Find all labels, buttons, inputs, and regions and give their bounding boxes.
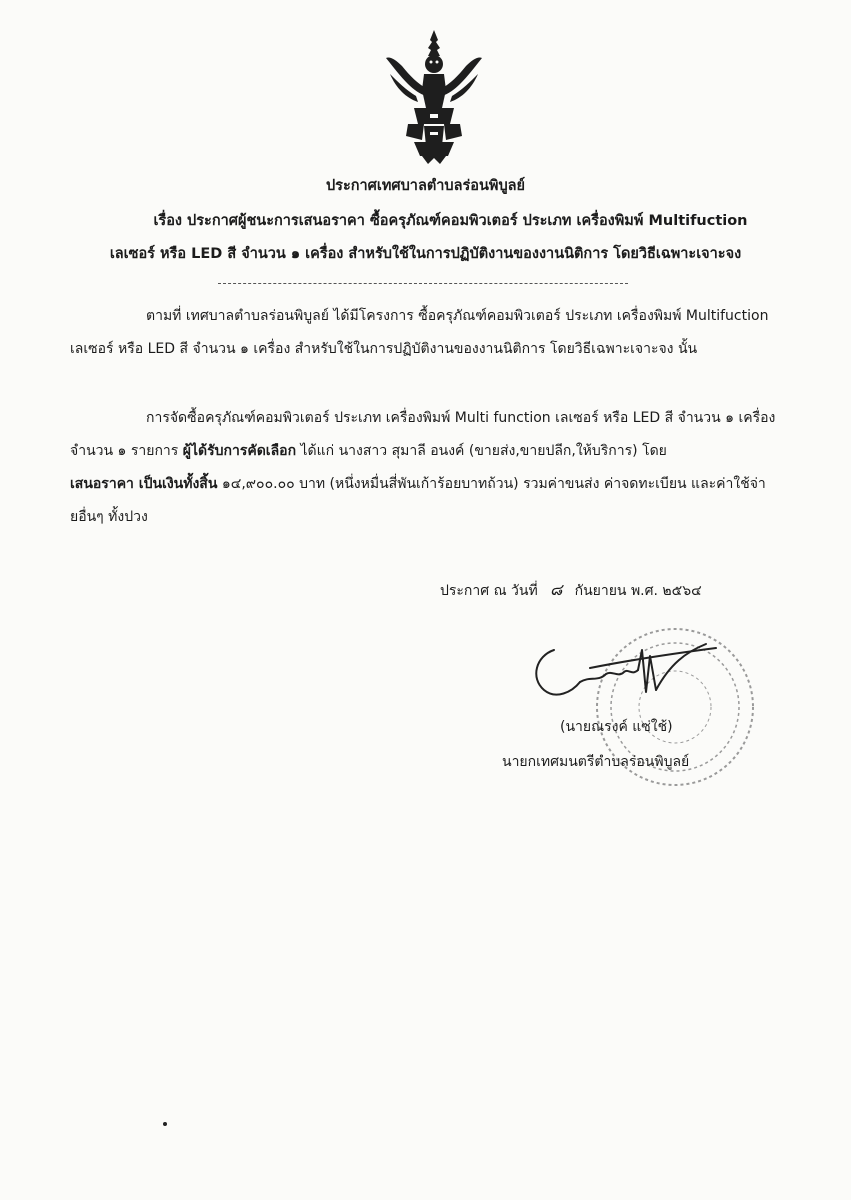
date-day: ๘ (549, 580, 563, 599)
award-selected-label: ผู้ได้รับการคัดเลือก (182, 443, 297, 459)
signature-icon (520, 630, 720, 710)
subject-line-2: เลเซอร์ หรือ LED สี จำนวน ๑ เครื่อง สำหรับใช้ในการปฏิบัติงานของงานนิติการ โดยวิธีเฉพาะเจาะจง (109, 246, 742, 262)
date-month-year: กันยายน พ.ศ. ๒๕๖๔ (574, 583, 702, 599)
announcement-heading: ประกาศเทศบาลตำบลร่อนพิบูลย์ (325, 178, 526, 194)
separator-line (218, 283, 628, 284)
paragraph-award (70, 402, 790, 534)
garuda-emblem-icon (384, 28, 484, 168)
announcement-date (440, 578, 702, 603)
paragraph-background: ตามที่ เทศบาลตำบลร่อนพิบูลย์ ได้มีโครงการ ซื้อครุภัณฑ์คอมพิวเตอร์ ประเภท เครื่องพิมพ์ Multifuction เลเซอร์ หรือ LED สี จำนวน ๑ เครื่อง สำหรับใช้ในการปฏิบัติงานของงานนิติการ โดยวิธีเฉพาะเจาะจง นั้น (70, 308, 769, 357)
date-prefix: ประกาศ ณ วันที่ (440, 583, 538, 599)
signatory-name: (นายณรงค์ แซ่ใช้) (560, 719, 673, 735)
award-text-1: การจัดซื้อครุภัณฑ์คอมพิวเตอร์ ประเภท เครื่องพิมพ์ Multi function เลเซอร์ หรือ LED สี จำนวน ๑ เครื่อง จำนวน ๑ รายการ (70, 410, 776, 459)
award-price-label: เสนอราคา เป็นเงินทั้งสิ้น (70, 476, 218, 492)
award-text-3: ๑๔,๙๐๐.๐๐ บาท (หนึ่งหมื่นสี่พันเก้าร้อยบาทถ้วน) รวมค่าขนส่ง ค่าจดทะเบียน และค่าใช้จ่ายอื่นๆ ทั้งปวง (70, 476, 766, 525)
stray-mark (163, 1122, 167, 1126)
subject-line-1: เรื่อง ประกาศผู้ชนะการเสนอราคา ซื้อครุภัณฑ์คอมพิวเตอร์ ประเภท เครื่องพิมพ์ Multifuction (153, 213, 748, 229)
award-text-2: ได้แก่ นางสาว สุมาลี อนงค์ (ขายส่ง,ขายปลีก,ให้บริการ) โดย (296, 443, 667, 459)
signatory-title: นายกเทศมนตรีตำบลร่อนพิบูลย์ (502, 754, 690, 770)
